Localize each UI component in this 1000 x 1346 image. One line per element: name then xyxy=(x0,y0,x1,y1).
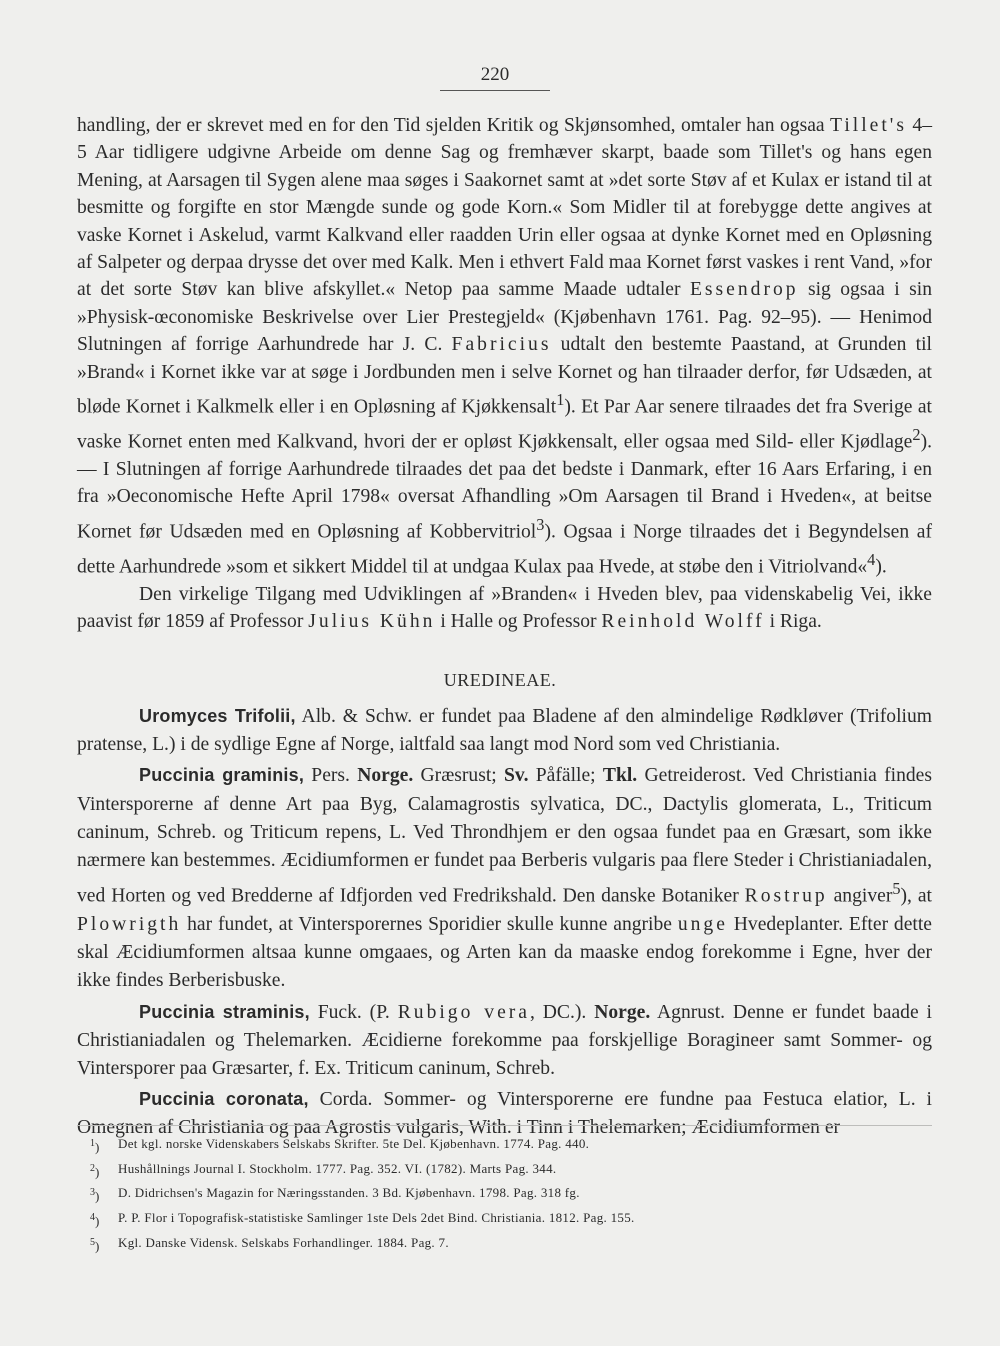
text-run: Alb. & Schw. er fundet paa Bladene af den almindelige Rødkløver (Trifolium pratense, L.) i de sydlige Egne af Norge, ialtfald saa langt mod Nord som ved Christiania. xyxy=(77,706,932,756)
footnote xyxy=(90,1182,890,1207)
footnote-ref: 3 xyxy=(536,514,545,534)
species-name: Puccinia graminis, xyxy=(139,765,305,786)
text-run: angiver xyxy=(827,885,893,907)
footnote xyxy=(90,1133,890,1158)
footnote-number: $^1$) xyxy=(90,1138,100,1155)
text-run: Corda. Sommer- og Vintersporerne ere fundne paa Festuca elatior, L. i Omegnen af Christiania og paa Agrostis vulgaris, With. i Tinn i Thelemarken; Æcidiumformen er xyxy=(77,1089,932,1139)
text-run: . Ogsaa i Norge tilraades det i Begyndelsen af dette Aarhundrede »som et sikkert Middel til at undgaa Kulax paa Hvede, at støbe den i Vitriolvand« xyxy=(77,521,932,578)
species-list xyxy=(77,702,932,1145)
text-run: Græsrust; xyxy=(413,765,504,787)
text-run: . Et Par Aar senere tilraades det fra Sverige at vaske Kornet enten med Kalkvand, hvori der er opløst Kjøkkensalt, eller ogsaa med Sild- eller Kjødlage xyxy=(77,396,932,453)
spaced-word: unge xyxy=(677,913,728,935)
species-entry xyxy=(77,702,932,759)
text-run: handling, der er skrevet med en for den Tid sjelden Kritik og Skjønsomhed, omtaler han ogsaa xyxy=(77,115,831,136)
footnote-text: Hushållnings Journal I. Stockholm. 1777. Pag. 352. VI. (1782). Marts Pag. 344. xyxy=(118,1160,557,1176)
text-run: har fundet, at Vintersporernes Sporidier skulle kunne angribe xyxy=(181,913,678,935)
section-heading: UREDINEAE. xyxy=(443,670,557,690)
footnote-text: D. Didrichsen's Magazin for Næringsstanden. 3 Bd. Kjøbenhavn. 1798. Pag. 318 fg. xyxy=(118,1185,580,1201)
species-name: Puccinia coronata, xyxy=(139,1089,309,1110)
spaced-name: Tillet's xyxy=(830,115,907,136)
text-run: Getreiderost. Ved Christiania findes Vintersporerne af denne Art paa Byg, Calamagrostis sylvatica, DC., Dactylis glomerata, L., Triticum caninum, Schreb. og Triticum repens, L. Ved Throndhjem er den ogsaa fundet paa en Græsart, som ikke nærmere kan bestemmes. Æcidiumformen er fundet paa Berberis vulgaris paa flere Steder i Christianiadalen, ved Horten og ved Bredderne af Idfjorden ved Fredrikshald. Den danske Botaniker xyxy=(77,765,932,907)
text-run: Fuck. (P. xyxy=(309,1001,398,1023)
footnote-text: Kgl. Danske Vidensk. Selskabs Forhandlinger. 1884. Pag. 7. xyxy=(118,1234,449,1250)
text-run: . — I Slutningen af forrige Aarhundrede tilraades det paa det bedste i Danmark, efter 16 Aars Erfaring, i en fra »Oeconomische Hefte April 1798« oversat Afhandling »Om Aarsagen til Brand i Hveden«, at beitse Kornet før Udsæden med en Opløsning af Kobbervitriol xyxy=(77,431,932,543)
text-run: Pers. xyxy=(304,765,358,787)
text-run: ), at xyxy=(900,885,932,907)
footnote-divider xyxy=(77,1125,932,1126)
footnote-number: $^4$) xyxy=(90,1211,100,1229)
species-entry xyxy=(77,998,932,1084)
spaced-name: Reinhold Wolff xyxy=(601,611,765,633)
text-run: Påfälle; xyxy=(528,765,603,787)
footnotes xyxy=(90,1133,890,1256)
footnote-text: P. P. Flor i Topografisk-statistiske Samlinger 1ste Dels 2det Bind. Christiania. 1812. Pag. 155. xyxy=(118,1209,635,1225)
footnote xyxy=(90,1232,890,1257)
footnote-ref: 4 xyxy=(867,549,876,569)
text-run: Den virkelige Tilgang med Udviklingen af »Branden« i Hveden blev, paa videnskabelig Vei, ikke paavist før 1859 af Professor xyxy=(77,583,932,633)
footnote xyxy=(90,1207,890,1232)
footnote-number: $^3$) xyxy=(90,1187,100,1204)
spaced-name: Rubigo vera xyxy=(397,1001,530,1023)
footnote-ref: 2 xyxy=(912,425,921,444)
text-run: i Riga. xyxy=(764,611,822,633)
footnote-number: $^2$) xyxy=(90,1162,100,1179)
species-name: Puccinia straminis, xyxy=(139,1001,310,1022)
species-entry xyxy=(77,761,932,995)
spaced-name: Fabricius xyxy=(451,334,552,356)
footnote-ref: 5 xyxy=(892,879,901,899)
region-label: Norge. xyxy=(357,765,414,787)
region-label: Sv. xyxy=(504,765,529,787)
text-run: 4–5 Aar tidligere udgivne Arbeide om denne Sag og fremhæver skarpt, baade som Tillet's og hans egen Mening, at Aarsagen til Sygen alene maa søges i Saakornet samt at »det sorte Støv af et Kulax er istand til at besmitte og forgifte en stor Mængde sunde og gode Korn.« Som Midler til at forebygge dette angives at vaske Kornet i Askelud, varmt Kalkvand eller raadden Urin eller ogsaa at dynke Kornet med en Opløsning af Salpeter og derpaa drysse det over med Kalk. Men i ethvert Fald maa Kornet først vaskes i rent Vand, »for at det sorte Støv kan blive afskyllet.« Netop paa samme Maade udtaler xyxy=(77,115,932,301)
footnote-number: $^5$) xyxy=(90,1236,100,1253)
text-run: sig ogsaa i sin »Physisk-œconomiske Beskrivelse over Lier Prestegjeld« (Kjøbenhavn 1761. Pag. 92–95). — Henimod Slutningen af forrige Aarhundrede har J. C. xyxy=(77,279,933,356)
footnote xyxy=(90,1158,890,1183)
text-run: i Halle og Professor xyxy=(435,611,602,633)
paragraph: handling, der er skrevet med en for den Tid sjelden Kritik og Skjønsomhed, omtaler han ogsaa Tillet's 4–5 Aar tidligere udgivne Arbeide om denne Sag og fremhæver skarpt, baade som Tillet's og hans egen Mening, at Aarsagen til Sygen alene maa søges i Saakornet samt at »det sorte Støv af et Kulax er istand til at besmitte og forgifte en stor Mængde sunde og gode Korn.« Som Midler til at forebygge dette angives at vaske Kornet i Askelud, varmt Kalkvand eller raadden Urin eller ogsaa at dynke Kornet med en Opløsning af Salpeter og derpaa drysse det over med Kalk. Men i ethvert Fald maa Kornet først vaskes i rent Vand, »for at det sorte Støv kan blive afskyllet.« Netop paa samme Maade udtaler Essendrop sig ogsaa i sin »Physisk-œconomiske Beskrivelse over Lier Prestegjeld« (Kjøbenhavn 1761. Pag. 92–95). — Henimod Slutningen af forrige Aarhundrede har J. C. Fabricius udtalt den bestemte Paastand, at Grunden til »Brand« i Kornet ikke var at søge i Jordbunden men i selve Kornet og han tilraader derfor, før Udsæden, at bløde Kornet i Kalkmelk eller i en Opløsning af Kjøkkensalt$^1$). Et Par Aar senere tilraades det fra Sverige at vaske Kornet enten med Kalkvand, hvori der er opløst Kjøkkensalt, eller ogsaa med Sild- eller Kjødlage$^2$). — I Slutningen af forrige Aarhundrede tilraades det paa det bedste i Danmark, efter 16 Aars Erfaring, i en fra »Oeconomische Hefte April 1798« oversat Afhandling »Om Aarsagen til Brand i Hveden«, at beitse Kornet før Udsæden med en Opløsning af Kobbervitriol$^3$). Ogsaa i Norge tilraades det i Begyndelsen af dette Aarhundrede »som et sikkert Middel til at undgaa Kulax paa Hvede, at støbe den i Vitriolvand«$^4$). xyxy=(77,115,933,578)
footnote-text: Det kgl. norske Videnskabers Selskabs Skrifter. 5te Del. Kjøbenhavn. 1774. Pag. 440. xyxy=(118,1136,590,1151)
spaced-name: Plowrigth xyxy=(77,913,182,935)
text-run: , DC.). xyxy=(530,1001,595,1023)
text-run: Agnrust. Denne er fundet baade i Christianiadalen og Thelemarken. Æcidierne forekomme paa forskjellige Boragineer samt Sommer- og Vintersporer paa Græsarter, f. Ex. Triticum caninum, Schreb. xyxy=(77,1001,932,1079)
text-run: Hvedeplanter. Efter dette skal Æcidiumformen altsaa kunne omgaaes, og Arten kan da maaske endog forekomme i Egne, hver der ikke findes Berberisbuske. xyxy=(77,913,932,992)
region-label: Tkl. xyxy=(602,765,638,787)
species-name: Uromyces Trifolii, xyxy=(139,706,296,726)
text-run: ). xyxy=(875,556,887,578)
region-label: Norge. xyxy=(594,1001,651,1023)
continuation-text xyxy=(77,112,932,635)
spaced-name: Rostrup xyxy=(744,885,828,907)
page-number: 220 xyxy=(440,64,550,91)
spaced-name: Julius Kühn xyxy=(308,611,436,633)
paragraph xyxy=(77,581,932,636)
text-run: udtalt den bestemte Paastand, at Grunden til »Brand« i Kornet ikke var at søge i Jordbunden men i selve Kornet og han tilraader derfor, før Udsæden, at bløde Kornet i Kalkmelk eller i en Opløsning af Kjøkkensalt xyxy=(77,334,932,418)
spaced-name: Essendrop xyxy=(689,279,799,301)
footnote-ref: 1 xyxy=(556,390,565,410)
